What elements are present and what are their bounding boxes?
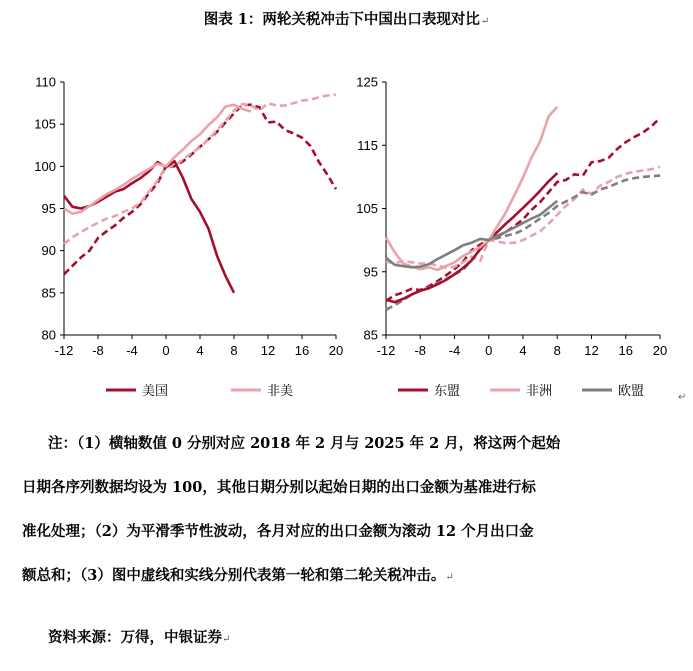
x-tick-label: -4 [126,343,138,358]
y-tick-label: 85 [363,327,378,343]
paragraph-mark-icon: ↵ [445,572,454,583]
legend-label: 非美 [267,383,294,398]
chart-figure-title [0,8,693,29]
data-source [48,626,230,647]
title-text: 图表 1：两轮关税冲击下中国出口表现对比 [203,11,480,28]
charts-area [0,60,693,420]
source-text: 资料来源：万得，中银证券 [48,629,222,646]
y-tick-label: 90 [41,243,56,259]
series-line-solid [64,161,234,292]
x-tick-label: 4 [519,343,527,358]
x-tick-label: -8 [414,343,427,358]
series-line-dashed [64,105,336,274]
legend-label: 美国 [142,383,169,398]
series-line-dashed [64,95,336,244]
legend-label: 欧盟 [618,383,645,398]
paragraph-mark-icon: ↵ [222,634,231,645]
right-chart-legend [398,383,644,398]
y-tick-label: 105 [34,116,56,132]
x-tick-label: 8 [230,343,238,358]
series-line-solid [386,107,557,270]
series-line-solid [386,173,557,302]
series-line-dashed [386,167,660,268]
right-chart-asean-africa-eu [356,75,667,359]
x-tick-label: 16 [294,343,310,358]
series-line-solid [64,105,251,214]
x-tick-label: 20 [328,343,344,358]
paragraph-mark-icon: ↵ [678,392,687,403]
x-tick-label: 12 [584,343,599,358]
y-tick-label: 100 [34,158,56,174]
x-tick-label: 0 [485,343,493,358]
y-tick-label: 95 [41,201,56,216]
legend-label: 东盟 [434,383,461,398]
x-tick-label: -4 [448,343,461,358]
paragraph-mark-icon: ↵ [480,16,490,27]
legend-label: 非洲 [526,383,553,398]
note-line-4 [22,554,682,600]
left-chart-legend [106,383,293,398]
y-tick-label: 125 [356,74,378,90]
y-tick-label: 110 [35,74,56,90]
note-line-3: 准化处理；（2）为平滑季节性波动，各月对应的出口金额为滚动 12 个月出口金 [22,523,534,540]
x-tick-label: 16 [618,343,633,358]
left-chart-us-vs-non-us [34,75,343,359]
note-line-4-text: 额总和；（3）图中虚线和实线分别代表第一轮和第二轮关税冲击。 [22,567,446,584]
y-tick-label: 80 [41,327,56,343]
x-tick-label: 12 [260,343,276,358]
y-tick-label: 105 [356,201,378,216]
x-tick-label: -12 [376,343,396,358]
y-tick-label: 115 [357,137,378,153]
x-tick-label: -8 [92,343,104,358]
x-tick-label: -12 [54,343,74,358]
x-tick-label: 0 [162,343,170,358]
x-tick-label: 8 [553,343,561,358]
chart-notes [22,422,682,600]
note-line-2: 日期各序列数据均设为 100，其他日期分别以起始日期的出口金额为基准进行标 [22,479,536,496]
y-tick-label: 85 [41,285,56,301]
y-tick-label: 95 [363,264,378,280]
note-line-1: 注：（1）横轴数值 0 分别对应 2018 年 2 月与 2025 年 2 月，将这两个起始 [48,435,561,452]
x-tick-label: 4 [196,343,204,358]
x-tick-label: 20 [652,343,668,358]
